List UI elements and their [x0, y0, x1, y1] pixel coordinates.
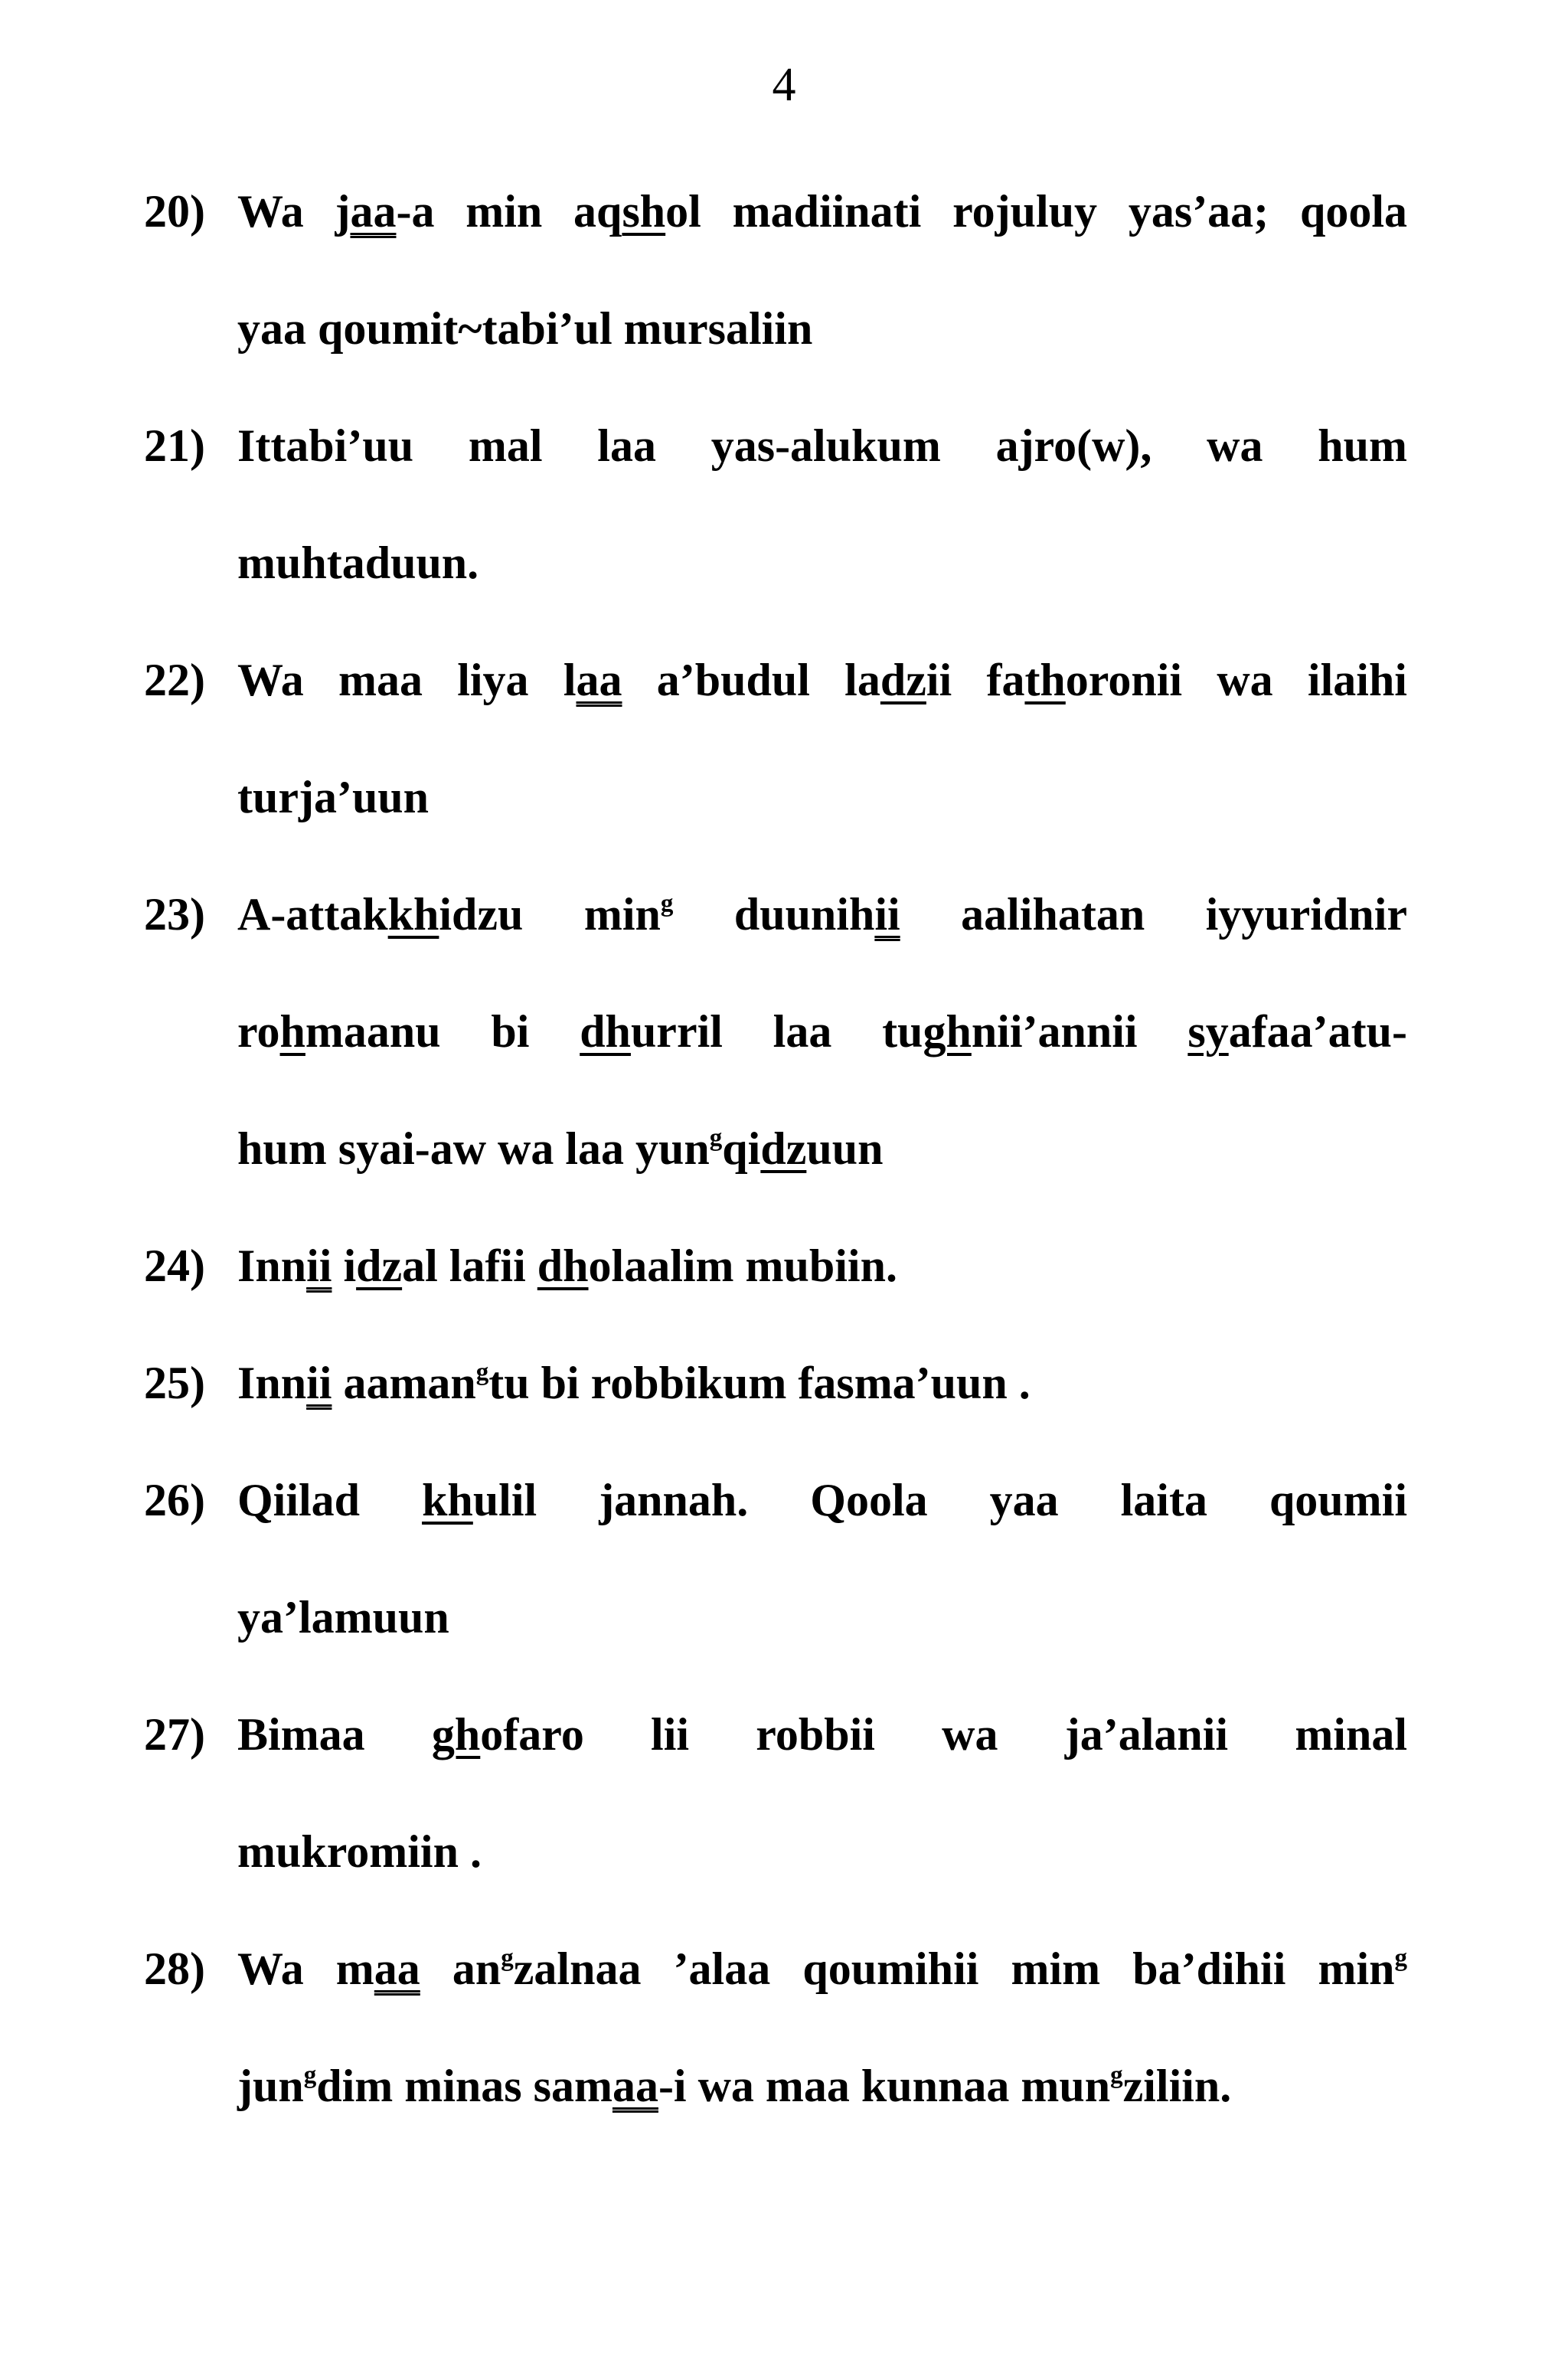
text-run: dim minas sam	[316, 2061, 612, 2111]
verse-line	[237, 1911, 1407, 2028]
text-run: -a min aq	[396, 186, 622, 237]
text-run: olaalim mubiin.	[588, 1241, 897, 1291]
text-run: Wa maa liya l	[237, 655, 577, 705]
text-run: nii’annii	[971, 1006, 1188, 1057]
verse-line	[237, 1090, 1407, 1208]
verse-number: 21)	[144, 420, 205, 471]
text-run: idzu min	[439, 889, 661, 940]
text-run: afaa’atu-	[1228, 1006, 1407, 1057]
text-run: ol madiinati rojuluy yas’aa; qoola	[665, 186, 1407, 237]
verse-line	[237, 856, 1407, 973]
verse-number: 28)	[144, 1943, 205, 1994]
verse-number: 25)	[144, 1358, 205, 1408]
underlined-text: gh	[431, 1709, 481, 1760]
superscript-g: g	[709, 1123, 723, 1152]
text-run: Qiilad	[237, 1475, 423, 1525]
text-run: ro	[237, 1006, 280, 1057]
verse-line	[237, 1793, 1407, 1911]
text-run: duunih	[673, 889, 875, 940]
text-run: aaman	[332, 1358, 476, 1408]
text-run: hum syai-aw wa laa yun	[237, 1123, 710, 1174]
text-run: zalnaa ’alaa qoumihii mim ba’dihii min	[513, 1943, 1395, 1994]
verse-28	[144, 1911, 1407, 2145]
underlined-text: ii	[874, 889, 900, 940]
verse-line	[237, 1325, 1407, 1442]
text-run: aalihatan iyyuridnir	[900, 889, 1407, 940]
superscript-g: g	[1394, 1943, 1408, 1972]
text-run: -i wa maa kunnaa mun	[658, 2061, 1111, 2111]
verse-line	[237, 153, 1407, 270]
underlined-text: sy	[1187, 1006, 1229, 1057]
text-run: Ittabi’uu mal laa yas-alukum ajro(w), wa hum	[237, 420, 1407, 471]
verse-26	[144, 1442, 1407, 1676]
text-run: maanu bi	[305, 1006, 580, 1057]
superscript-g: g	[475, 1358, 489, 1386]
text-run: yaa qoumit~tabi’ul mursaliin	[237, 303, 813, 354]
verse-number: 24)	[144, 1241, 205, 1291]
verse-line	[237, 1208, 1407, 1325]
underlined-text: dz	[356, 1241, 403, 1291]
verse-number: 22)	[144, 655, 205, 705]
underlined-text: sh	[622, 186, 666, 237]
text-run: ziliin.	[1122, 2061, 1232, 2111]
underlined-text: dz	[880, 655, 926, 705]
underlined-text: dz	[760, 1123, 807, 1174]
verse-line	[237, 739, 1407, 856]
underlined-text: aa	[350, 186, 397, 237]
verse-line	[237, 2028, 1407, 2145]
text-run: i	[332, 1241, 357, 1291]
underlined-text: dh	[537, 1241, 589, 1291]
verse-line	[237, 1559, 1407, 1676]
text-run: uun	[806, 1123, 884, 1174]
text-run: ya’lamuun	[237, 1592, 449, 1643]
underlined-text: ii	[306, 1241, 332, 1291]
verse-24	[144, 1208, 1407, 1325]
text-run: muhtaduun.	[237, 538, 479, 588]
verse-line	[237, 270, 1407, 387]
verse-number: 26)	[144, 1475, 205, 1525]
page-number: 4	[772, 59, 796, 111]
superscript-g: g	[303, 2061, 317, 2089]
underlined-text: ii	[306, 1358, 332, 1408]
underlined-text: dh	[580, 1006, 631, 1057]
text-run: Wa j	[237, 186, 351, 237]
verse-line	[237, 505, 1407, 622]
verse-27	[144, 1676, 1407, 1911]
verse-line	[237, 1676, 1407, 1793]
text-run: ofaro lii robbii wa ja’alanii minal	[480, 1709, 1408, 1760]
verse-number: 20)	[144, 186, 205, 237]
text-run: tu bi robbikum fasma’uun .	[488, 1358, 1031, 1408]
text-run: a’budul la	[622, 655, 880, 705]
verse-line	[237, 1442, 1407, 1559]
text-run: Inn	[237, 1241, 307, 1291]
verse-22	[144, 622, 1407, 856]
text-run: oronii wa ilaihi	[1065, 655, 1407, 705]
underlined-text: aa	[576, 655, 622, 705]
verse-23	[144, 856, 1407, 1208]
verse-25	[144, 1325, 1407, 1442]
text-run: Inn	[237, 1358, 307, 1408]
underlined-text: th	[1024, 655, 1066, 705]
text-run: mukromiin .	[237, 1826, 482, 1877]
text-run: turja’uun	[237, 772, 430, 822]
superscript-g: g	[660, 889, 674, 917]
underlined-text: h	[279, 1006, 305, 1057]
text-run: an	[420, 1943, 501, 1994]
verse-number: 23)	[144, 889, 205, 940]
verse-number: 27)	[144, 1709, 205, 1760]
underlined-text: kh	[387, 889, 439, 940]
verse-list	[144, 153, 1407, 2145]
text-run: A-attak	[237, 889, 388, 940]
text-run: jun	[237, 2061, 304, 2111]
text-run: Wa m	[237, 1943, 374, 1994]
verse-line	[237, 622, 1407, 739]
verse-21	[144, 387, 1407, 622]
text-run: Bimaa	[237, 1709, 432, 1760]
text-run: al lafii	[402, 1241, 537, 1291]
text-run: urril laa tu	[630, 1006, 923, 1057]
verse-line	[237, 387, 1407, 505]
text-run: ulil jannah. Qoola yaa laita qoumii	[472, 1475, 1407, 1525]
underlined-text: gh	[923, 1006, 972, 1057]
superscript-g: g	[1110, 2061, 1123, 2089]
text-run: qi	[722, 1123, 761, 1174]
text-run: ii fa	[926, 655, 1025, 705]
underlined-text: kh	[422, 1475, 473, 1525]
underlined-text: aa	[612, 2061, 658, 2111]
verse-20	[144, 153, 1407, 387]
underlined-text: aa	[374, 1943, 420, 1994]
superscript-g: g	[501, 1943, 514, 1972]
verse-line	[237, 973, 1407, 1090]
